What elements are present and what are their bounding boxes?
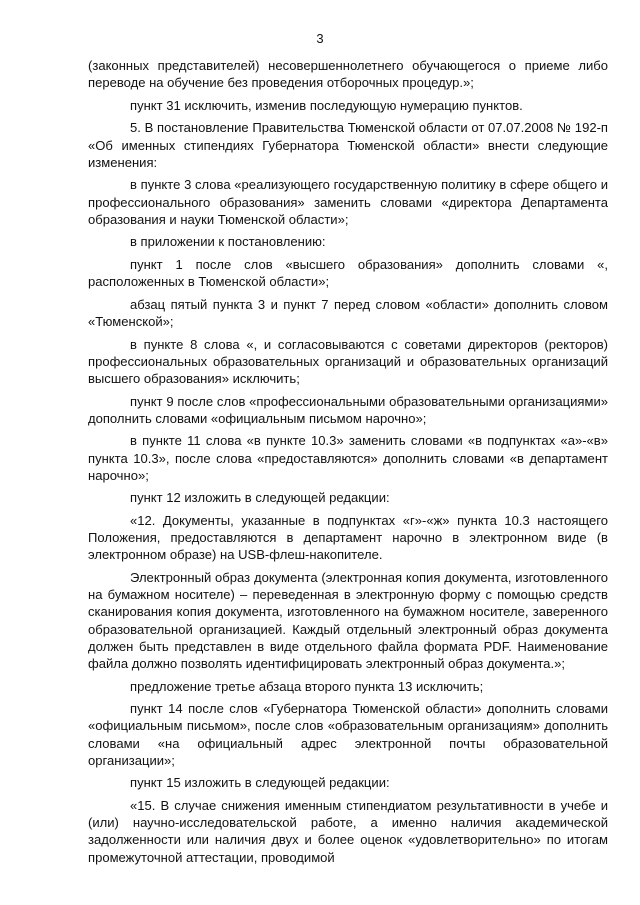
paragraph: пункт 12 изложить в следующей редакции: — [130, 490, 390, 506]
paragraph: пункт 14 после слов «Губернатора Тюменской области» дополнить словами «официальным письмом», после слов «образовательным организациям» дополнить словами «на официальный адрес электронной почты образовательной организации»; — [88, 701, 608, 768]
paragraph: абзац пятый пункта 3 и пункт 7 перед словом «области» дополнить словом «Тюменской»; — [88, 296, 608, 329]
paragraph: предложение третье абзаца второго пункта 13 исключить; — [130, 678, 484, 694]
paragraph: пункт 1 после слов «высшего образования» дополнить словами «, расположенных в Тюменской области»; — [88, 256, 608, 290]
paragraph: в пункте 11 слова «в пункте 10.3» заменить словами «в подпунктах «а»-«в» пункта 10.3», после слова «предоставляются» дополнить словами «в департамент нарочно»; — [88, 433, 608, 483]
page-number: 3 — [316, 31, 324, 46]
paragraph: пункт 31 исключить, изменив последующую нумерацию пунктов. — [130, 97, 523, 113]
paragraph: Электронный образ документа (электронная копия документа, изготовленного на бумажном носителе) – переведенная в электронную форму с помощью средств сканирования копия документа, изготовленного на бумажном носителе, заверенного образовательной организацией. Каждый отдельный электронный образ документа должен быть представлен в виде отдельного файла формата PDF. Наименование файла должно позволять идентифицировать электронный образ документа.»; — [88, 569, 608, 671]
paragraph-continuation: (законных представителей) несовершеннолетнего обучающегося о приеме либо переводе на обучение без проведения отборочных процедур.»; — [88, 58, 608, 91]
paragraph: в пункте 3 слова «реализующего государственную политику в сфере общего и профессионального образования» заменить словами «директора Департамента образования и науки Тюменской области»; — [88, 177, 608, 227]
paragraph: «15. В случае снижения именным стипендиатом результативности в учебе и (или) научно-исследовательской работе, а именно наличия академической задолженности или наличия двух и более оценок «удовлетворительно» по итогам промежуточной аттестации, проводимой — [88, 797, 608, 865]
paragraph: в приложении к постановлению: — [130, 234, 326, 250]
paragraph: в пункте 8 слова «, и согласовываются с советами директоров (ректоров) профессиональных образовательных организаций и образовательных организаций высшего образования» исключить; — [88, 336, 608, 386]
paragraph: 5. В постановление Правительства Тюменской области от 07.07.2008 № 192-п «Об именных стипендиях Губернатора Тюменской области» внести следующие изменения: — [88, 120, 608, 170]
paragraph: «12. Документы, указанные в подпунктах «г»-«ж» пункта 10.3 настоящего Положения, предоставляются в департамент нарочно в электронном виде (в электронном образе) на USB-флеш-накопителе. — [88, 512, 608, 563]
paragraph: пункт 9 после слов «профессиональными образовательными организациями» дополнить словами «официальным письмом нарочно»; — [88, 393, 608, 426]
document-body — [88, 57, 608, 871]
paragraph: пункт 15 изложить в следующей редакции: — [130, 775, 390, 791]
